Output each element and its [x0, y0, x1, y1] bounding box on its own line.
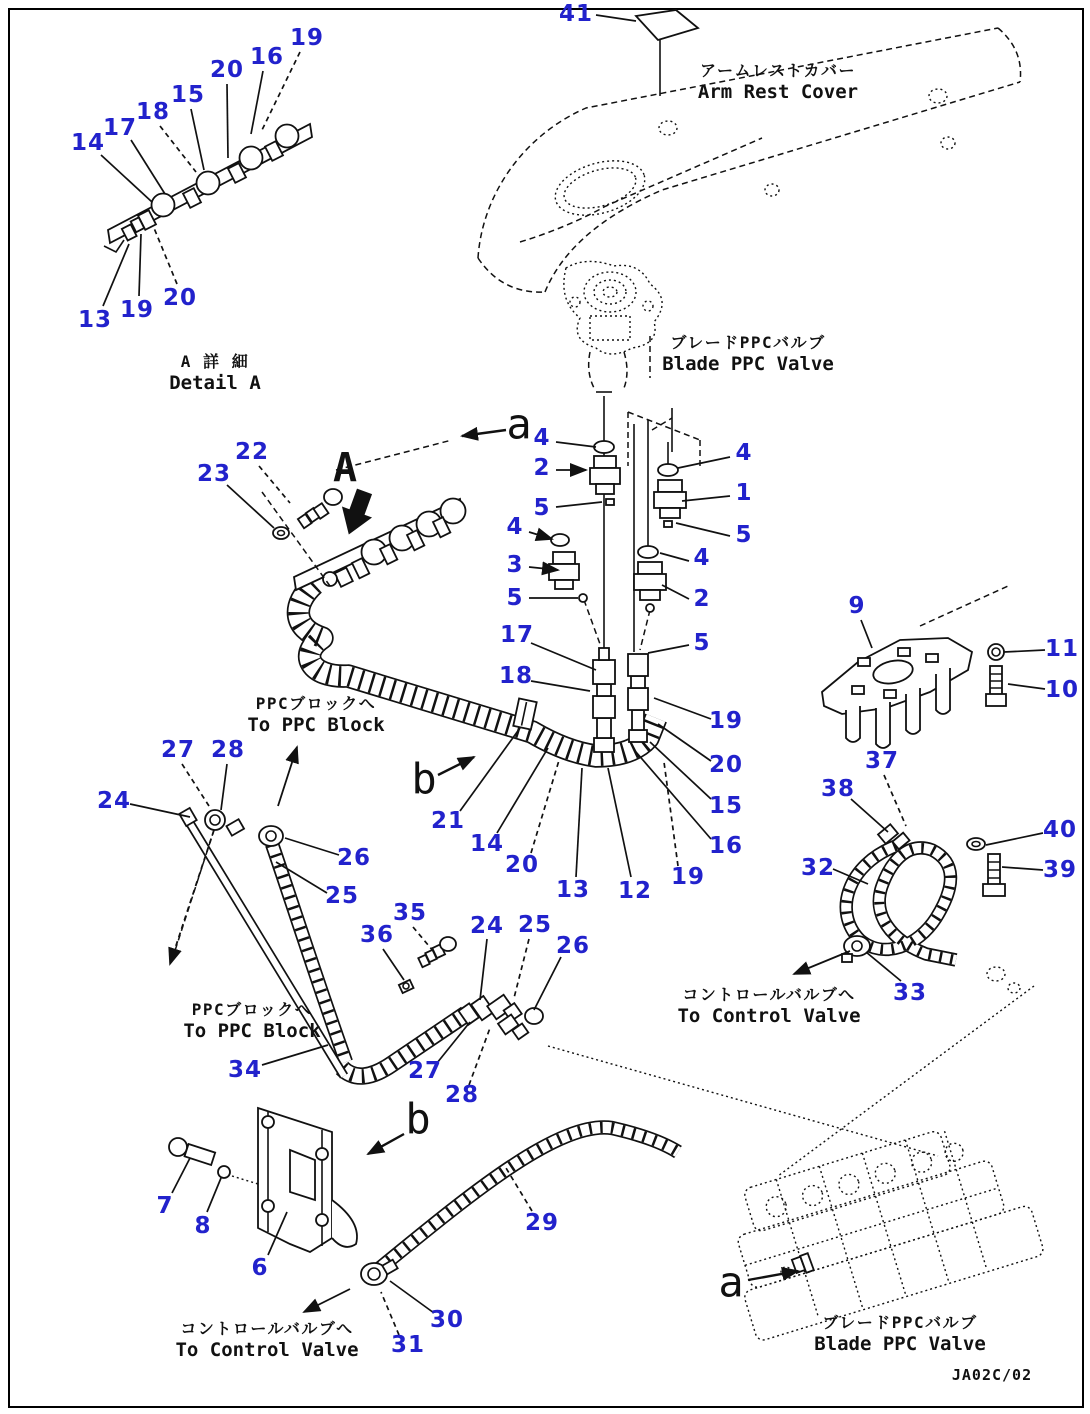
callout-16: 16 — [249, 44, 285, 70]
callout-28: 28 — [444, 1082, 480, 1108]
callout-20: 20 — [504, 852, 540, 878]
view-marker-a: a — [506, 399, 532, 449]
callout-30: 30 — [429, 1307, 465, 1333]
leader-line — [794, 951, 850, 974]
leader-line — [390, 1281, 434, 1313]
leader-line — [514, 939, 529, 998]
leader-line — [1004, 650, 1045, 652]
label-to-ppc-block-upper-jp: PPCブロックへ — [255, 694, 377, 713]
leader-line — [304, 1289, 350, 1312]
leader-line — [1002, 867, 1043, 870]
leader-line — [160, 126, 196, 172]
leader-line — [556, 442, 596, 447]
leader-line — [596, 15, 636, 21]
callout-26: 26 — [336, 845, 372, 871]
view-marker-b: b — [405, 1094, 431, 1144]
callout-21: 21 — [430, 808, 466, 834]
leader-line — [285, 838, 339, 855]
view-marker-b: b — [411, 754, 437, 804]
label-to-control-valve-right-jp: コントロールバルブへ — [682, 985, 856, 1004]
leader-line — [182, 764, 209, 806]
leader-line — [648, 645, 689, 653]
leader-line — [531, 681, 590, 691]
callout-37: 37 — [864, 748, 900, 774]
label-to-ppc-block-upper-en: To PPC Block — [247, 714, 385, 736]
callout-19: 19 — [119, 297, 155, 323]
callout-20: 20 — [209, 57, 245, 83]
leader-line — [506, 1168, 532, 1211]
label-to-ppc-block-lower — [183, 997, 320, 1042]
leader-line — [462, 430, 506, 436]
callout-22: 22 — [234, 439, 270, 465]
leader-line — [658, 724, 711, 761]
leader-line — [170, 830, 214, 964]
label-to-control-valve-bottom-jp: コントロールバルブへ — [180, 1319, 354, 1338]
leader-line — [833, 869, 868, 884]
leader-line — [682, 496, 730, 501]
leader-line — [531, 643, 596, 670]
leader-line — [866, 952, 901, 981]
callout-33: 33 — [892, 980, 928, 1006]
label-blade-ppc-valve-top-en: Blade PPC Valve — [662, 353, 834, 375]
callout-8: 8 — [194, 1213, 212, 1239]
label-to-ppc-block-lower-en: To PPC Block — [183, 1020, 321, 1042]
callout-10: 10 — [1044, 677, 1080, 703]
leader-line — [460, 728, 520, 811]
label-to-control-valve-right-en: To Control Valve — [677, 1005, 861, 1027]
callout-13: 13 — [555, 877, 591, 903]
label-detail-a-jp: A 詳 細 — [180, 352, 250, 371]
figure-code: JA02C/02 — [951, 1366, 1033, 1384]
callout-5: 5 — [735, 522, 753, 548]
callout-18: 18 — [135, 99, 171, 125]
label-detail-a — [169, 349, 261, 394]
leader-line — [172, 1158, 190, 1193]
callout-19: 19 — [289, 25, 325, 51]
callout-2: 2 — [533, 455, 551, 481]
label-blade-ppc-valve-bottom-en: Blade PPC Valve — [814, 1333, 986, 1355]
callout-5: 5 — [506, 585, 524, 611]
callout-16: 16 — [708, 833, 744, 859]
callout-26: 26 — [555, 933, 591, 959]
leader-line — [654, 698, 711, 719]
leader-line — [131, 140, 165, 194]
leader-line — [368, 1134, 404, 1154]
label-arm-rest-cover — [698, 58, 858, 103]
callout-17: 17 — [499, 622, 535, 648]
leader-line — [556, 502, 602, 507]
callout-14: 14 — [70, 130, 106, 156]
label-blade-ppc-valve-bottom — [814, 1310, 986, 1355]
label-to-control-valve-bottom — [175, 1316, 358, 1361]
callout-11: 11 — [1044, 636, 1080, 662]
label-arm-rest-cover-en: Arm Rest Cover — [697, 81, 859, 103]
leader-line — [207, 1178, 221, 1212]
leader-line — [529, 567, 558, 570]
leader-line — [191, 109, 204, 170]
callout-40: 40 — [1042, 817, 1078, 843]
callout-32: 32 — [800, 855, 836, 881]
callout-19: 19 — [708, 708, 744, 734]
callout-5: 5 — [533, 495, 551, 521]
callout-14: 14 — [469, 831, 505, 857]
view-marker-A: A — [332, 445, 358, 491]
leader-line — [227, 485, 274, 528]
leader-line — [650, 742, 711, 799]
label-to-ppc-block-upper — [247, 691, 384, 736]
leader-line — [529, 532, 552, 539]
label-arm-rest-cover-jp: アームレストカバー — [699, 61, 857, 80]
label-to-ppc-block-lower-jp: PPCブロックへ — [191, 1000, 313, 1019]
leader-line — [276, 862, 327, 893]
callout-4: 4 — [506, 514, 524, 540]
leader-line — [139, 234, 141, 296]
leader-line — [251, 71, 263, 134]
leader-line — [413, 927, 434, 952]
callout-13: 13 — [77, 307, 113, 333]
callout-41: 41 — [558, 1, 594, 27]
leader-line — [676, 523, 730, 536]
callout-9: 9 — [848, 593, 866, 619]
callout-29: 29 — [524, 1210, 560, 1236]
callout-17: 17 — [102, 115, 138, 141]
callout-1: 1 — [735, 480, 753, 506]
callout-4: 4 — [735, 440, 753, 466]
leader-line — [381, 1292, 399, 1335]
label-detail-a-en: Detail A — [169, 372, 261, 394]
leader-line — [534, 957, 561, 1010]
leader-line — [259, 466, 290, 503]
leader-line — [884, 775, 906, 826]
leader-line — [262, 1045, 328, 1065]
leader-line — [608, 768, 631, 877]
leader-line — [268, 1212, 287, 1255]
label-to-control-valve-right — [677, 982, 860, 1027]
callout-6: 6 — [251, 1255, 269, 1281]
leader-line — [480, 939, 487, 1000]
leader-line — [576, 768, 582, 877]
callout-4: 4 — [533, 425, 551, 451]
callout-19: 19 — [670, 864, 706, 890]
leader-line — [469, 1028, 490, 1085]
callout-3: 3 — [506, 552, 524, 578]
leader-line — [986, 833, 1043, 845]
leader-line — [664, 762, 678, 866]
leader-line — [278, 747, 297, 806]
leader-line — [154, 228, 177, 284]
callout-20: 20 — [708, 752, 744, 778]
callout-31: 31 — [390, 1332, 426, 1358]
callout-25: 25 — [324, 883, 360, 909]
callout-28: 28 — [210, 737, 246, 763]
callout-38: 38 — [820, 776, 856, 802]
callout-25: 25 — [517, 912, 553, 938]
callout-27: 27 — [407, 1058, 443, 1084]
callout-39: 39 — [1042, 857, 1078, 883]
leader-line — [1008, 684, 1045, 689]
view-marker-a: a — [718, 1257, 744, 1307]
callout-2: 2 — [693, 586, 711, 612]
callout-24: 24 — [469, 913, 505, 939]
leader-line — [678, 457, 730, 468]
leader-line — [497, 748, 548, 833]
callout-12: 12 — [617, 878, 653, 904]
callout-4: 4 — [693, 545, 711, 571]
leader-line — [748, 1271, 798, 1280]
label-blade-ppc-valve-top-jp: ブレードPPCバルブ — [670, 333, 826, 352]
leader-line — [861, 620, 872, 648]
leader-line — [662, 585, 689, 599]
label-blade-ppc-valve-top — [662, 330, 834, 375]
callout-36: 36 — [359, 922, 395, 948]
callout-15: 15 — [170, 82, 206, 108]
label-blade-ppc-valve-bottom-jp: ブレードPPCバルブ — [822, 1313, 978, 1332]
leader-line — [383, 949, 404, 980]
label-to-control-valve-bottom-en: To Control Valve — [175, 1339, 359, 1361]
callout-20: 20 — [162, 285, 198, 311]
leader-line — [851, 799, 888, 832]
callout-18: 18 — [498, 663, 534, 689]
callout-34: 34 — [227, 1057, 263, 1083]
callout-7: 7 — [156, 1193, 174, 1219]
leader-line — [438, 757, 474, 775]
callout-27: 27 — [160, 737, 196, 763]
leader-line — [130, 804, 190, 817]
leader-line — [660, 553, 689, 561]
callout-24: 24 — [96, 788, 132, 814]
callout-15: 15 — [708, 793, 744, 819]
leader-line — [227, 84, 228, 158]
callout-35: 35 — [392, 900, 428, 926]
leader-line — [221, 764, 227, 810]
leader-line — [531, 757, 560, 853]
callout-23: 23 — [196, 461, 232, 487]
leader-line — [437, 1022, 470, 1063]
callout-5: 5 — [693, 630, 711, 656]
